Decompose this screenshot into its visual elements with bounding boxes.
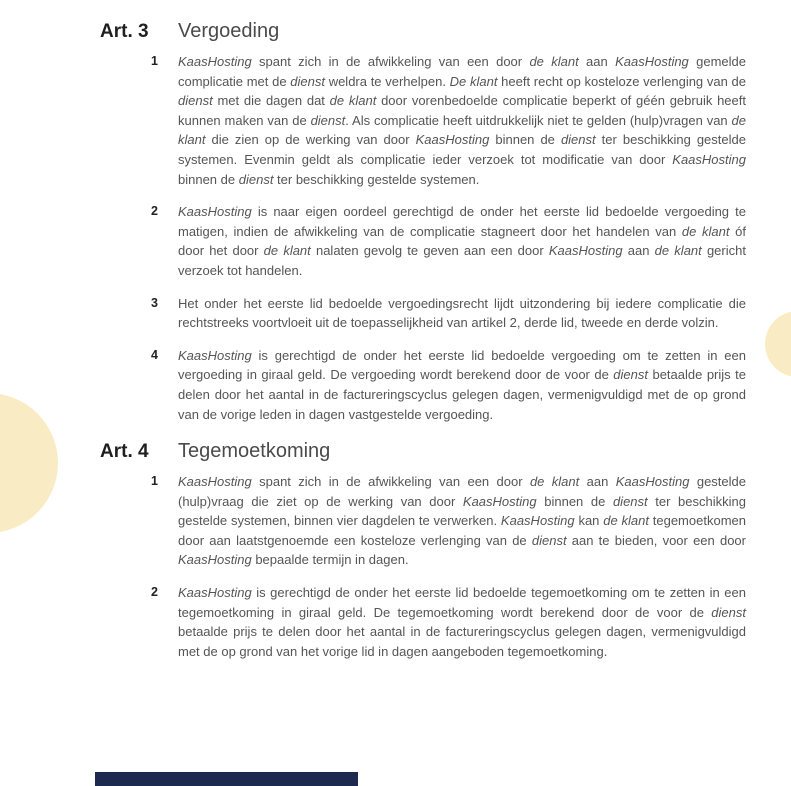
item-number: 3 xyxy=(151,295,158,310)
decorative-circle-right xyxy=(765,311,791,377)
item-text: KaasHosting is gerechtigd de onder het eerste lid bedoelde vergoeding om te zetten in een vergoeding in giraal geld. De vergoeding wordt berekend door de voor de dienst betaalde prijs te delen door het aantal in de factureringscyclus gelegen dagen, vermenigvuldigd met de op grond van de vorige leden in dagen vastgestelde vergoeding. xyxy=(178,347,746,422)
article-item xyxy=(100,202,746,280)
item-number: 4 xyxy=(151,347,158,362)
document-content xyxy=(100,20,746,677)
article-title: Tegemoetkoming xyxy=(178,440,331,463)
article-item xyxy=(100,52,746,189)
article-item xyxy=(100,472,746,570)
item-text: KaasHosting spant zich in de afwikkeling van een door de klant aan KaasHosting gemelde complicatie met de dienst weldra te verhelpen. De klant heeft recht op kosteloze verlenging van de dienst met die dagen dat de klant door vorenbedoelde complicatie beperkt of géén gebruik heeft kunnen maken van de dienst. Als complicatie heeft uitdrukkelijk niet te gelden (hulp)vragen van de klant die zien op de werking van door KaasHosting binnen de dienst ter beschikking gestelde systemen. Evenmin geldt als complicatie ieder verzoek tot modificatie van door KaasHosting binnen de dienst ter beschikking gestelde systemen. xyxy=(178,54,746,187)
item-number: 2 xyxy=(151,585,158,600)
item-number: 1 xyxy=(151,474,158,489)
item-text: KaasHosting is naar eigen oordeel gerechtigd de onder het eerste lid bedoelde vergoeding te matigen, indien de afwikkeling van de complicatie stagneert door het handelen van de klant óf door het door de klant nalaten gevolg te geven aan een door KaasHosting aan de klant gericht verzoek tot handelen. xyxy=(178,204,746,278)
item-text: KaasHosting spant zich in de afwikkeling van een door de klant aan KaasHosting gestelde (hulp)vraag die ziet op de werking van door KaasHosting binnen de dienst ter beschikking gestelde systemen, binnen vier dagdelen te verwerken. KaasHosting kan de klant tegemoetkomen door aan laatstgenoemde een kosteloze verlenging van de dienst aan te bieden, voor een door KaasHosting bepaalde termijn in dagen. xyxy=(178,474,746,568)
article-heading xyxy=(100,20,746,43)
article-4 xyxy=(100,440,746,661)
item-number: 1 xyxy=(151,54,158,68)
item-text: Het onder het eerste lid bedoelde vergoedingsrecht lijdt uitzondering bij iedere complicatie die rechtstreeks voortvloeit uit de toepasselijkheid van artikel 2, derde lid, tweede en derde volzin. xyxy=(178,295,746,331)
article-item xyxy=(100,583,746,661)
footer-accent-bar xyxy=(95,772,358,786)
article-item xyxy=(100,346,746,424)
article-3 xyxy=(100,20,746,424)
item-text: KaasHosting is gerechtigd de onder het eerste lid bedoelde tegemoetkoming om te zetten in een tegemoetkoming in giraal geld. De tegemoetkoming wordt berekend door de voor de dienst betaalde prijs te delen door het aantal in de factureringscyclus gelegen dagen, vermenigvuldigd met de op grond van het vorige lid in dagen aangeboden tegemoetkoming. xyxy=(178,585,746,659)
item-number: 2 xyxy=(151,204,158,219)
article-heading xyxy=(100,440,746,463)
article-number: Art. 4 xyxy=(100,441,149,463)
article-number: Art. 3 xyxy=(100,21,149,42)
decorative-circle-left xyxy=(0,393,58,533)
article-title: Vergoeding xyxy=(178,20,280,42)
article-item xyxy=(100,294,746,333)
